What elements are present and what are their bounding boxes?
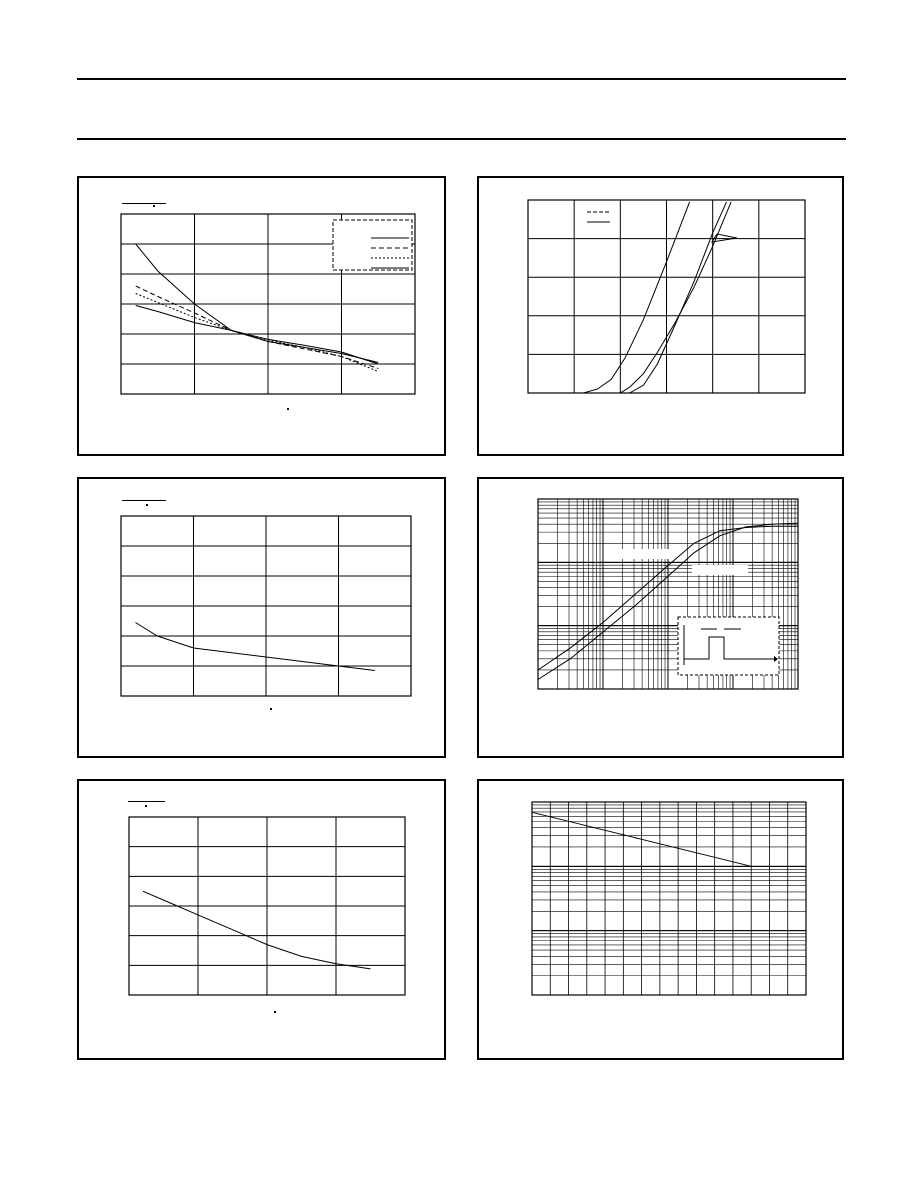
page-header-top-rule [77, 78, 846, 80]
page-header-bottom-rule [77, 138, 846, 140]
chart-1-ylabel-dot [153, 205, 155, 207]
chart-1-ylabel-mark [122, 203, 166, 204]
chart-4-plot [479, 479, 846, 760]
chart-5-ylabel-dot [145, 805, 147, 807]
figure-panel-5 [77, 779, 446, 1060]
chart-1-legend-box [333, 220, 412, 270]
figure-panel-6 [477, 779, 844, 1060]
chart-4-inset-box [678, 617, 779, 675]
chart-2-series-2-line [620, 202, 731, 393]
chart-1-xlabel-dot [287, 408, 289, 410]
chart-5-plot [79, 781, 448, 1062]
figure-panel-1 [77, 176, 446, 456]
chart-6-plot [479, 781, 846, 1062]
chart-5-ylabel-mark [128, 801, 165, 802]
chart-3-ylabel-mark [122, 500, 166, 501]
chart-5-xlabel-dot [274, 1011, 276, 1013]
chart-3-plot [79, 479, 448, 760]
chart-1-plot [79, 178, 448, 458]
chart-6-grid [532, 802, 806, 995]
chart-4-label-box [619, 549, 681, 559]
chart-2-grid [528, 200, 805, 393]
chart-2-series-1-line [583, 202, 689, 393]
figure-panel-4 [477, 477, 844, 758]
chart-4-label-box [692, 565, 748, 575]
chart-3-xlabel-dot [270, 708, 272, 710]
figure-panel-3 [77, 477, 446, 758]
chart-6-plot-frame [532, 802, 806, 995]
chart-2-plot [479, 178, 846, 458]
chart-3-ylabel-dot [146, 504, 148, 506]
chart-3-grid [121, 516, 411, 696]
figure-panel-2 [477, 176, 844, 456]
